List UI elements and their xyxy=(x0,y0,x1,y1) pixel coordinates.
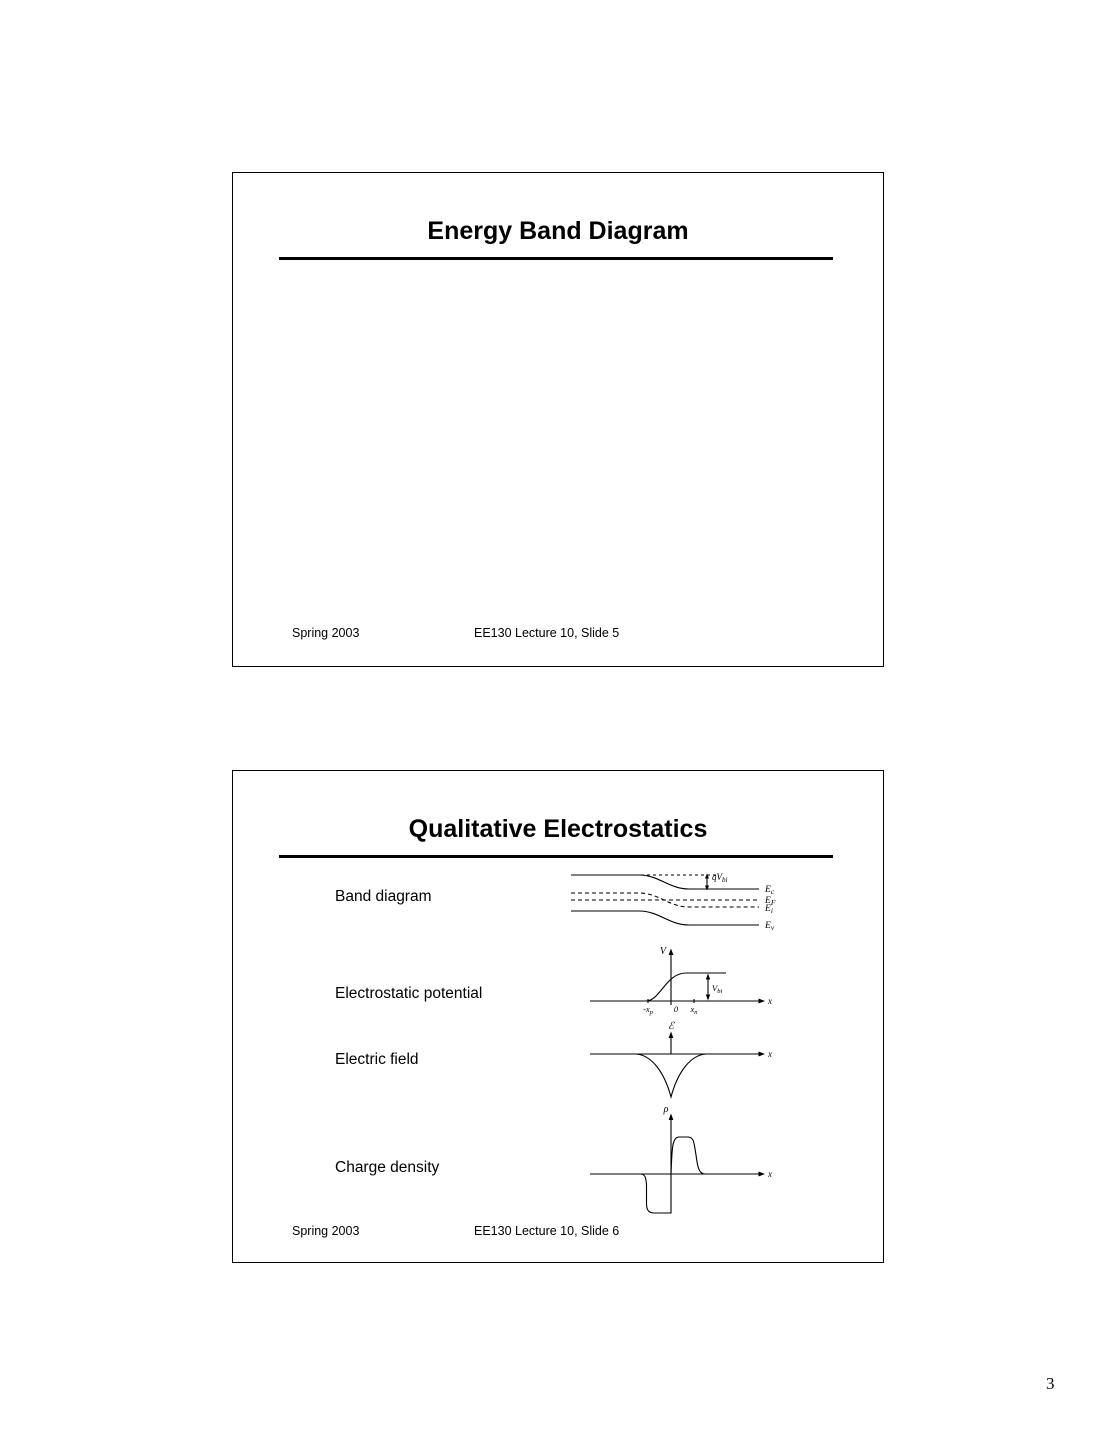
tick-label-minus-xp: $-x_p$ xyxy=(643,1004,653,1016)
slide-5 xyxy=(232,172,884,667)
footer-slide-ref: EE130 Lecture 10, Slide 6 xyxy=(474,1224,620,1238)
title-underline xyxy=(279,855,833,858)
slide-6 xyxy=(232,770,884,1263)
vbi-label: $V_{bi}$ xyxy=(712,983,723,995)
arrowhead-up xyxy=(705,874,709,879)
rho-axis-arrowhead xyxy=(669,1114,674,1121)
x-axis-arrowhead xyxy=(759,1052,766,1057)
band-diagram-figure xyxy=(569,861,784,939)
arrowhead-down xyxy=(705,886,709,891)
row-label-band-diagram: Band diagram xyxy=(335,888,432,905)
x-axis-arrowhead xyxy=(759,1172,766,1177)
field-axis-arrowhead xyxy=(669,1032,674,1039)
tick-label-zero: 0 xyxy=(673,1004,679,1014)
arrowhead-down xyxy=(706,995,710,1001)
y-axis-label: ℰ xyxy=(667,1021,675,1032)
charge-curve-positive xyxy=(671,1137,734,1174)
tick-label-xn: $x_n$ xyxy=(690,1004,698,1016)
page-number: 3 xyxy=(1046,1374,1055,1393)
ec-curve xyxy=(571,875,759,889)
field-plot xyxy=(586,1017,776,1105)
level-label-ef: $E_F$ xyxy=(765,896,776,907)
slide-title: Energy Band Diagram xyxy=(427,217,689,245)
y-axis-label: V xyxy=(659,946,666,957)
y-axis-label: ρ xyxy=(663,1104,669,1115)
row-label-electric-field: Electric field xyxy=(335,1051,419,1068)
x-axis-label: x xyxy=(768,1169,772,1179)
title-underline xyxy=(279,257,833,260)
x-axis-label: x xyxy=(768,996,772,1006)
arrowhead-up xyxy=(706,974,710,980)
v-axis-arrowhead xyxy=(669,949,674,956)
row-label-electrostatic-potential: Electrostatic potential xyxy=(335,985,483,1002)
level-label-ei: $E_i$ xyxy=(765,904,773,915)
field-curve xyxy=(590,1054,734,1097)
row-label-charge-density: Charge density xyxy=(335,1159,440,1176)
charge-plot xyxy=(586,1101,776,1223)
ev-curve xyxy=(571,911,759,925)
footer-date: Spring 2003 xyxy=(292,1224,360,1238)
level-label-ec: $E_c$ xyxy=(765,885,775,896)
level-label-ev: $E_v$ xyxy=(765,921,775,932)
charge-curve-negative xyxy=(590,1174,671,1213)
footer-slide-ref: EE130 Lecture 10, Slide 5 xyxy=(474,626,620,640)
x-axis-label: x xyxy=(768,1049,772,1059)
footer-date: Spring 2003 xyxy=(292,626,360,640)
slide-title: Qualitative Electrostatics xyxy=(408,815,708,843)
qvbi-label: $qV_{bi}$ xyxy=(712,872,728,884)
x-axis-arrowhead xyxy=(759,999,766,1004)
potential-curve xyxy=(590,973,726,1001)
